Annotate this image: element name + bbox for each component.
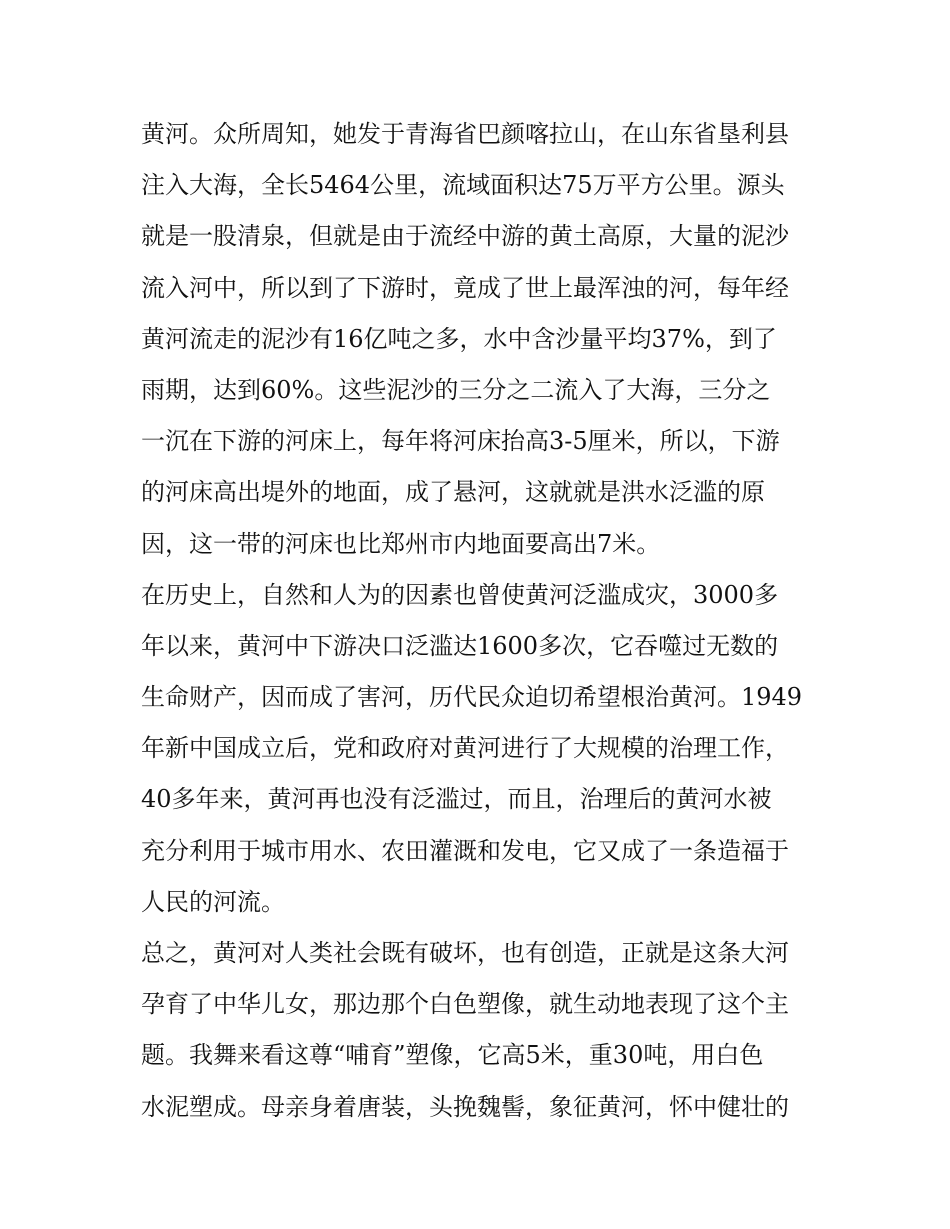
text-line: 年以来，黄河中下游决口泛滥达1600多次，它吞噬过无数的 <box>141 631 779 660</box>
text-line: 雨期，达到60%。这些泥沙的三分之二流入了大海，三分之 <box>141 375 771 404</box>
text-line: 水泥塑成。母亲身着唐装，头挽魏髻，象征黄河，怀中健壮的 <box>141 1092 789 1121</box>
text-line: 黄河。众所周知，她发于青海省巴颜喀拉山，在山东省垦利县 <box>141 120 789 148</box>
text-line: 40多年来，黄河再也没有泛滥过，而且，治理后的黄河水被 <box>141 785 772 814</box>
text-line: 流入河中，所以到了下游时，竟成了世上最浑浊的河，每年经 <box>141 273 789 302</box>
text-line: 在历史上，自然和人为的因素也曾使黄河泛滥成灾，3000多 <box>141 580 779 609</box>
text-line: 题。我舞来看这尊“哺育”塑像，它高5米，重30吨，用白色 <box>141 1041 764 1070</box>
text-line: 因，这一带的河床也比郑州市内地面要高出7米。 <box>141 529 661 558</box>
text-line: 生命财产，因而成了害河，历代民众迫切希望根治黄河。1949 <box>141 683 803 712</box>
text-line: 黄河流走的泥沙有16亿吨之多，水中含沙量平均37%，到了 <box>141 324 777 353</box>
text-line: 注入大海，全长5464公里，流域面积达75万平方公里。源头 <box>141 171 785 200</box>
text-line: 的河床高出堤外的地面，成了悬河，这就就是洪水泛滥的原 <box>141 478 765 507</box>
text-line: 孕育了中华儿女，那边那个白色塑像，就生动地表现了这个主 <box>141 990 789 1019</box>
text-line: 充分利用于城市用水、农田灌溉和发电，它又成了一条造福于 <box>141 836 789 865</box>
body-text <box>141 109 821 1133</box>
text-line: 年新中国成立后，党和政府对黄河进行了大规模的治理工作， <box>141 734 789 763</box>
text-line: 人民的河流。 <box>141 887 285 916</box>
text-line: 就是一股清泉，但就是由于流经中游的黄土高原，大量的泥沙 <box>141 222 789 251</box>
text-line: 总之，黄河对人类社会既有破坏，也有创造，正就是这条大河 <box>141 939 789 967</box>
text-line: 一沉在下游的河床上，每年将河床抬高3-5厘米，所以，下游 <box>141 427 780 456</box>
